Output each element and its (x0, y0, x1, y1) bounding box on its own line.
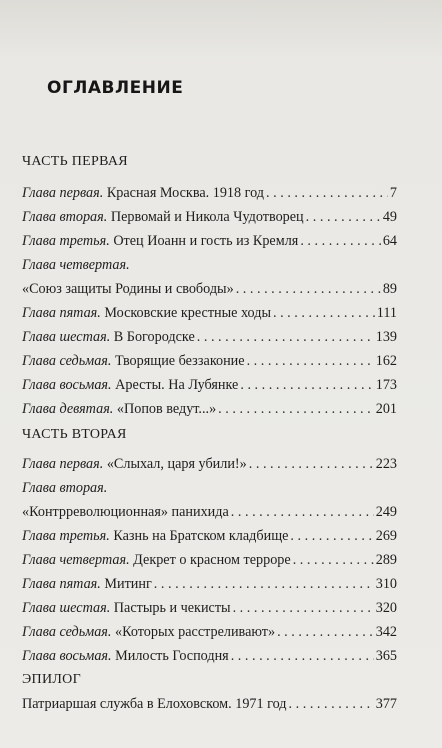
dot-leader (289, 694, 374, 714)
chapter-label: Глава шестая. (22, 329, 111, 345)
chapter-title: Патриаршая служба в Елоховском. 1971 год (22, 696, 287, 712)
page-number: 342 (375, 624, 397, 640)
dot-leader (218, 399, 374, 419)
toc-entry (22, 454, 397, 474)
page-number: 7 (389, 185, 397, 201)
page-number: 64 (382, 233, 397, 249)
toc-entry (22, 478, 397, 522)
dot-leader (154, 574, 374, 594)
chapter-label: Глава восьмая. (22, 377, 112, 393)
chapter-label: Глава первая. (22, 185, 104, 201)
toc-entry (22, 231, 397, 251)
chapter-title: Творящие беззаконие (115, 353, 245, 369)
dot-leader (231, 502, 374, 522)
chapter-title: Первомай и Никола Чудотворец (110, 209, 304, 225)
page-title: ОГЛАВЛЕНИЕ (47, 78, 184, 98)
chapter-title: Милость Господня (115, 648, 229, 664)
chapter-title: «Которых расстреливают» (115, 624, 276, 640)
chapter-label: Глава пятая. (22, 305, 101, 321)
toc-entry (22, 303, 397, 323)
dot-leader (197, 327, 374, 347)
section-title: ЧАСТЬ ВТОРАЯ (22, 427, 127, 442)
dot-leader (300, 231, 381, 251)
toc-entry (22, 327, 397, 347)
toc-entry (22, 399, 397, 419)
toc-entry (22, 622, 397, 642)
page-number: 49 (382, 209, 397, 225)
page-number: 173 (375, 377, 397, 393)
toc-entry (22, 574, 397, 594)
dot-leader (233, 598, 374, 618)
dot-leader (293, 550, 374, 570)
toc-entry (22, 351, 397, 371)
dot-leader (306, 207, 381, 227)
dot-leader (273, 303, 375, 323)
dot-leader (240, 375, 373, 395)
chapter-title: Аресты. На Лубянке (115, 377, 239, 393)
toc-entry (22, 207, 397, 227)
section-title: ЧАСТЬ ПЕРВАЯ (22, 154, 128, 169)
toc-entry (22, 598, 397, 618)
dot-leader (231, 646, 374, 666)
chapter-label: Глава седьмая. (22, 624, 112, 640)
page-number: 289 (375, 552, 397, 568)
chapter-title: «Слыхал, царя убили!» (106, 456, 247, 472)
page-number: 310 (375, 576, 397, 592)
chapter-label: Глава первая. (22, 456, 104, 472)
chapter-title: Декрет о красном терроре (133, 552, 291, 568)
dot-leader (247, 351, 374, 371)
chapter-title: Красная Москва. 1918 год (106, 185, 265, 201)
chapter-label: Глава третья. (22, 528, 110, 544)
chapter-label: Глава третья. (22, 233, 110, 249)
chapter-title: В Богородске (113, 329, 195, 345)
chapter-label: Глава восьмая. (22, 648, 112, 664)
chapter-title: Пастырь и чекисты (113, 600, 231, 616)
page-number: 249 (375, 504, 397, 520)
chapter-label: Глава шестая. (22, 600, 111, 616)
chapter-title: «Контрреволюционная» панихида (22, 504, 229, 520)
page-number: 223 (375, 456, 397, 472)
toc-entry (22, 183, 397, 203)
chapter-title: «Попов ведут...» (116, 401, 217, 417)
dot-leader (249, 454, 374, 474)
section-title: ЭПИЛОГ (22, 672, 81, 687)
chapter-title: Московские крестные ходы (104, 305, 271, 321)
page-number: 162 (375, 353, 397, 369)
dot-leader (277, 622, 374, 642)
page-number: 111 (376, 305, 397, 321)
page-number: 365 (375, 648, 397, 664)
toc-entry (22, 550, 397, 570)
chapter-label: Глава вторая. (22, 480, 108, 496)
toc-entry (22, 526, 397, 546)
page-number: 320 (375, 600, 397, 616)
toc-entry (22, 646, 397, 666)
chapter-label: Глава пятая. (22, 576, 101, 592)
toc-entry (22, 694, 397, 714)
chapter-label: Глава четвертая. (22, 257, 130, 273)
page-number: 201 (375, 401, 397, 417)
chapter-label: Глава четвертая. (22, 552, 130, 568)
dot-leader (266, 183, 388, 203)
page-number: 377 (375, 696, 397, 712)
chapter-title: Казнь на Братском кладбище (113, 528, 289, 544)
toc-entry (22, 255, 397, 299)
chapter-title: Отец Иоанн и гость из Кремля (113, 233, 299, 249)
chapter-title: Митинг (104, 576, 152, 592)
page-number: 139 (375, 329, 397, 345)
chapter-label: Глава девятая. (22, 401, 114, 417)
chapter-label: Глава вторая. (22, 209, 108, 225)
chapter-label: Глава седьмая. (22, 353, 112, 369)
toc-entry (22, 375, 397, 395)
dot-leader (236, 279, 381, 299)
dot-leader (290, 526, 373, 546)
page-number: 89 (382, 281, 397, 297)
chapter-title: «Союз защиты Родины и свободы» (22, 281, 234, 297)
page-number: 269 (375, 528, 397, 544)
